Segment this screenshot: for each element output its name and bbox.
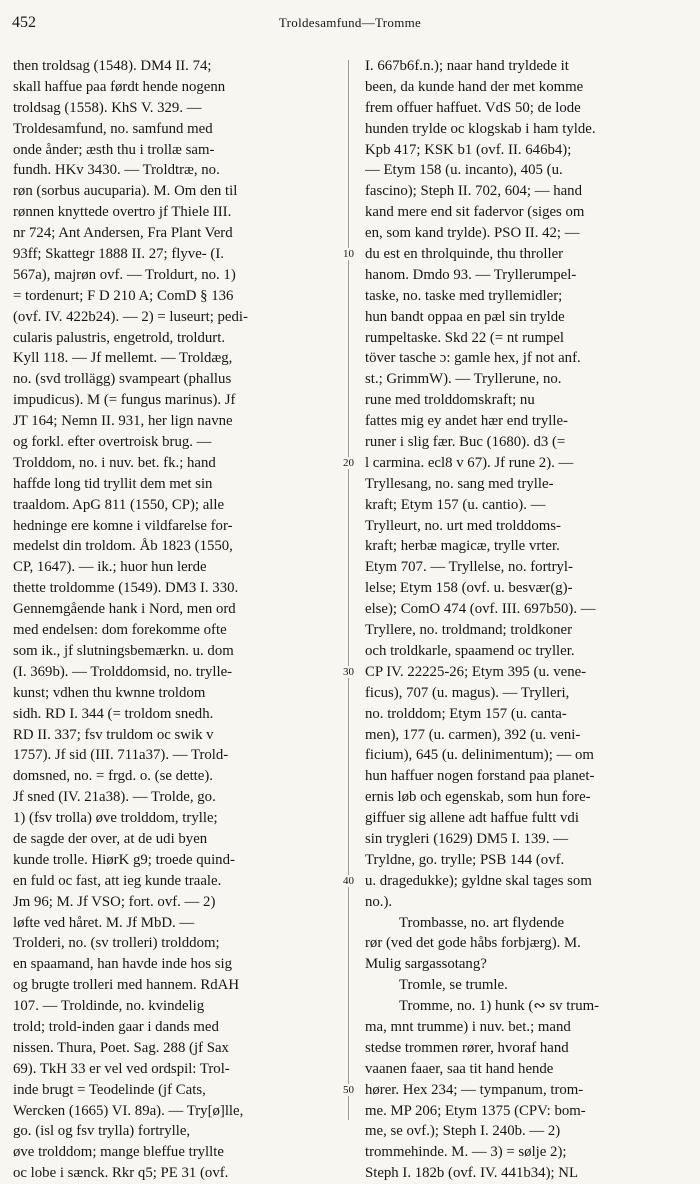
line-number: 50 bbox=[334, 1084, 354, 1096]
text-line: Tryllesang, no. sang med trylle- bbox=[365, 475, 554, 492]
text-line: Steph I. 182b (ovf. IV. 441b34); NL bbox=[365, 1165, 579, 1182]
text-line: Kyll 118. — Jf mellemt. — Troldæg, bbox=[13, 350, 233, 367]
text-line: — Etym 158 (u. incanto), 405 (u. bbox=[365, 162, 563, 179]
text-line: 93ff; Skattegr 1888 II. 27; flyve- (I. bbox=[13, 246, 224, 263]
text-line: rønnen knyttede overtro jf Thiele III. bbox=[13, 204, 232, 221]
text-line: go. (isl og fsv trylla) fortrylle, bbox=[13, 1123, 191, 1140]
text-line: øve trolddom; mange bleffue tryllte bbox=[13, 1144, 224, 1161]
text-line: runer i slig fær. Buc (1680). d3 (= bbox=[365, 434, 566, 451]
text-line: 69). TkH 33 er vel ved ordspil: Trol- bbox=[13, 1060, 230, 1077]
text-line: else); ComO 474 (ovf. III. 697b50). — bbox=[365, 601, 596, 618]
text-line: haffde long tid tryllit dem met sin bbox=[13, 475, 213, 492]
text-line: thette troldomme (1549). DM3 I. 330. bbox=[13, 580, 239, 597]
text-line: taske, no. taske med tryllemidler; bbox=[365, 287, 563, 304]
text-line: (ovf. IV. 422b24). — 2) = luseurt; pedi- bbox=[13, 308, 248, 325]
right-column bbox=[365, 56, 687, 1184]
text-line: onde ånder; æsth thu i trollæ sam- bbox=[13, 141, 215, 158]
text-line: hun bandt oppaa en pæl sin trylde bbox=[365, 308, 565, 325]
text-line: 1757). Jf sid (III. 711a37). — Trold- bbox=[13, 747, 229, 764]
text-line: hunden trylde oc klogskab i ham tylde. bbox=[365, 120, 596, 137]
column-gutter bbox=[338, 56, 360, 1126]
text-line: no.). bbox=[365, 893, 393, 910]
text-line: sin trygleri (1629) DM5 I. 139. — bbox=[365, 830, 569, 847]
text-line: skall haffue paa førdt hende nogenn bbox=[13, 78, 226, 95]
text-line: 567a), majrøn ovf. — Troldurt, no. 1) bbox=[13, 266, 236, 283]
column-divider bbox=[348, 60, 349, 1120]
text-line: Wercken (1665) VI. 89a). — Try[ø]lle, bbox=[13, 1102, 244, 1119]
text-line: ficium), 645 (u. delinimentum); — om bbox=[365, 747, 594, 764]
text-line: og forkl. efter overtroisk brug. — bbox=[13, 434, 212, 451]
left-column bbox=[13, 56, 343, 1184]
text-line: been, da kunde hand der met komme bbox=[365, 78, 584, 95]
text-line: Jf sned (IV. 21a38). — Trolde, go. bbox=[13, 789, 216, 806]
text-line: Tromle, se trumle. bbox=[399, 977, 508, 994]
text-line: ma, mnt trumme) i nuv. bet.; mand bbox=[365, 1018, 571, 1035]
text-line: l carmina. ecl8 v 67). Jf rune 2). — bbox=[365, 454, 574, 471]
text-line: medelst din troldom. Åb 1823 (1550, bbox=[13, 538, 233, 555]
text-line: de sagde der over, at de udi byen bbox=[13, 830, 208, 847]
line-number: 40 bbox=[334, 875, 354, 887]
text-line: som ik., jf slutningsbemærkn. u. dom bbox=[13, 642, 234, 659]
text-line: Tryldne, go. trylle; PSB 144 (ovf. bbox=[365, 851, 565, 868]
text-line: me. MP 206; Etym 1375 (CPV: bom- bbox=[365, 1102, 586, 1119]
text-line: frem offuer haffuet. VdS 50; de lode bbox=[365, 99, 581, 116]
text-line: Trylleurt, no. urt med trolddoms- bbox=[365, 517, 561, 534]
text-line: fattes mig ey andet hær end trylle- bbox=[365, 413, 568, 430]
text-line: Tromme, no. 1) hunk (∾ sv trum- bbox=[399, 998, 600, 1015]
text-line: no. (svd trollägg) svampeart (phallus bbox=[13, 371, 232, 388]
running-title: Troldesamfund—Tromme bbox=[278, 15, 422, 30]
text-line: røn (sorbus aucuparia). M. Om den til bbox=[13, 183, 238, 200]
text-line: Trolderi, no. (sv trolleri) trolddom; bbox=[13, 935, 220, 952]
text-line: 1) (fsv trolla) øve trolddom, trylle; bbox=[13, 810, 218, 827]
text-line: kand mere end sit fadervor (siges om bbox=[365, 204, 585, 221]
text-line: CP, 1647). — ik.; huor hun lerde bbox=[13, 559, 207, 576]
text-line: then troldsag (1548). DM4 II. 74; bbox=[13, 58, 212, 74]
text-line: Mulig sargassotang? bbox=[365, 956, 487, 973]
text-line: Trolddom, no. i nuv. bet. fk.; hand bbox=[13, 454, 216, 471]
text-line: fundh. HKv 3430. — Troldtræ, no. bbox=[13, 162, 220, 179]
text-line: en spaamand, han havde inde hos sig bbox=[13, 956, 233, 973]
text-line: kunde trolle. HiørK g9; troede quind- bbox=[13, 851, 235, 868]
text-line: RD II. 337; fsv truldom oc swik v bbox=[13, 726, 214, 743]
text-line: kraft; Etym 157 (u. cantio). — bbox=[365, 496, 546, 513]
text-line: ficus), 707 (u. magus). — Trylleri, bbox=[365, 684, 570, 701]
text-line: JT 164; Nemn II. 931, her lign navne bbox=[13, 413, 233, 430]
text-line: stedse trommen rører, hvoraf hand bbox=[365, 1039, 569, 1056]
text-line: traaldom. ApG 811 (1550, CP); alle bbox=[13, 496, 225, 513]
text-line: u. dragedukke); gyldne skal tages som bbox=[365, 872, 592, 889]
text-line: nissen. Thura, Poet. Sag. 288 (jf Sax bbox=[13, 1039, 229, 1056]
text-line: Gennemgående hank i Nord, men ord bbox=[13, 601, 236, 618]
text-line: vaanen faaer, saa tit hand hende bbox=[365, 1060, 554, 1077]
text-line: lelse; Etym 158 (ovf. u. besvær(g)- bbox=[365, 580, 573, 597]
text-line: rune med trolddomskraft; nu bbox=[365, 392, 535, 409]
text-line: kunst; vdhen thu kwnne troldom bbox=[13, 684, 206, 701]
text-line: oc lobe i sænck. Rkr q5; PE 31 (ovf. bbox=[13, 1165, 229, 1182]
text-line: rør (ved det gode håbs forbjærg). M. bbox=[365, 935, 581, 952]
text-line: men), 177 (u. carmen), 392 (u. veni- bbox=[365, 726, 581, 743]
text-line: Kpb 417; KSK b1 (ovf. II. 646b4); bbox=[365, 141, 572, 158]
text-line: løfte ved håret. M. Jf MbD. — bbox=[13, 914, 195, 931]
text-line: Tryllere, no. troldmand; troldkoner bbox=[365, 622, 572, 639]
text-line: ernis løb och egenskab, som hun fore- bbox=[365, 789, 591, 806]
text-line: = tordenurt; F D 210 A; ComD § 136 bbox=[13, 287, 234, 304]
text-line: troldsag (1558). KhS V. 329. — bbox=[13, 99, 202, 116]
text-line: med endelsen: dom forekomme ofte bbox=[13, 622, 227, 639]
text-line: rumpeltaske. Skd 22 (= nt rumpel bbox=[365, 329, 565, 346]
text-line: no. trolddom; Etym 157 (u. canta- bbox=[365, 705, 567, 722]
text-line: sidh. RD I. 344 (= troldom snedh. bbox=[13, 705, 214, 722]
text-line: en, som kand trylde). PSO II. 42; — bbox=[365, 225, 580, 242]
text-line: (I. 369b). — Trolddomsid, no. trylle- bbox=[13, 663, 233, 680]
text-line: Trombasse, no. art flydende bbox=[399, 914, 565, 931]
line-number: 10 bbox=[334, 248, 354, 260]
text-line: kraft; herbæ magicæ, trylle vrter. bbox=[365, 538, 560, 555]
text-line: hedninge ere komne i vildfarelse for- bbox=[13, 517, 233, 534]
text-line: Etym 707. — Tryllelse, no. fortryl- bbox=[365, 559, 573, 576]
text-line: domsned, no. = frgd. o. (se dette). bbox=[13, 768, 213, 785]
text-line: me, se ovf.); Steph I. 240b. — 2) bbox=[365, 1123, 561, 1140]
text-line: impudicus). M (= fungus marinus). Jf bbox=[13, 392, 236, 409]
text-line: cularis palustris, engetrold, troldurt. bbox=[13, 329, 226, 346]
page-header bbox=[0, 14, 700, 36]
text-line: giffuer sig allene adt haffue fultt vdi bbox=[365, 810, 579, 827]
text-line: inde brugt = Teodelinde (jf Cats, bbox=[13, 1081, 206, 1098]
line-number: 30 bbox=[334, 666, 354, 678]
text-line: du est en throlquinde, thu throller bbox=[365, 246, 564, 263]
text-line: og brugte trolleri med hannem. RdAH bbox=[13, 977, 240, 994]
line-number: 20 bbox=[334, 457, 354, 469]
text-line: hører. Hex 234; — tympanum, trom- bbox=[365, 1081, 584, 1098]
text-line: en fuld oc fast, att ieg kunde traale. bbox=[13, 872, 222, 889]
text-line: trommehinde. M. — 3) = sølje 2); bbox=[365, 1144, 567, 1161]
text-line: fascino); Steph II. 702, 604; — hand bbox=[365, 183, 582, 200]
text-line: st.; GrimmW). — Tryllerune, no. bbox=[365, 371, 562, 388]
text-line: I. 667b6f.n.); naar hand tryldede it bbox=[365, 58, 569, 74]
text-line: och troldkarle, spaamend oc tryller. bbox=[365, 642, 575, 659]
text-line: nr 724; Ant Andersen, Fra Plant Verd bbox=[13, 225, 233, 242]
text-line: hanom. Dmdo 93. — Tryllerumpel- bbox=[365, 266, 577, 283]
page-number: 452 bbox=[12, 14, 36, 31]
text-line: Jm 96; M. Jf VSO; fort. ovf. — 2) bbox=[13, 893, 216, 910]
text-line: hun haffuer nogen forstand paa planet- bbox=[365, 768, 595, 785]
text-line: CP IV. 22225-26; Etym 395 (u. vene- bbox=[365, 663, 587, 680]
text-line: trold; trold-inden gaar i dands med bbox=[13, 1018, 219, 1035]
text-line: Troldesamfund, no. samfund med bbox=[13, 120, 213, 137]
text-line: 107. — Troldinde, no. kvindelig bbox=[13, 998, 205, 1015]
text-line: töver tasche ɔ: gamle hex, jf not anf. bbox=[365, 350, 581, 367]
